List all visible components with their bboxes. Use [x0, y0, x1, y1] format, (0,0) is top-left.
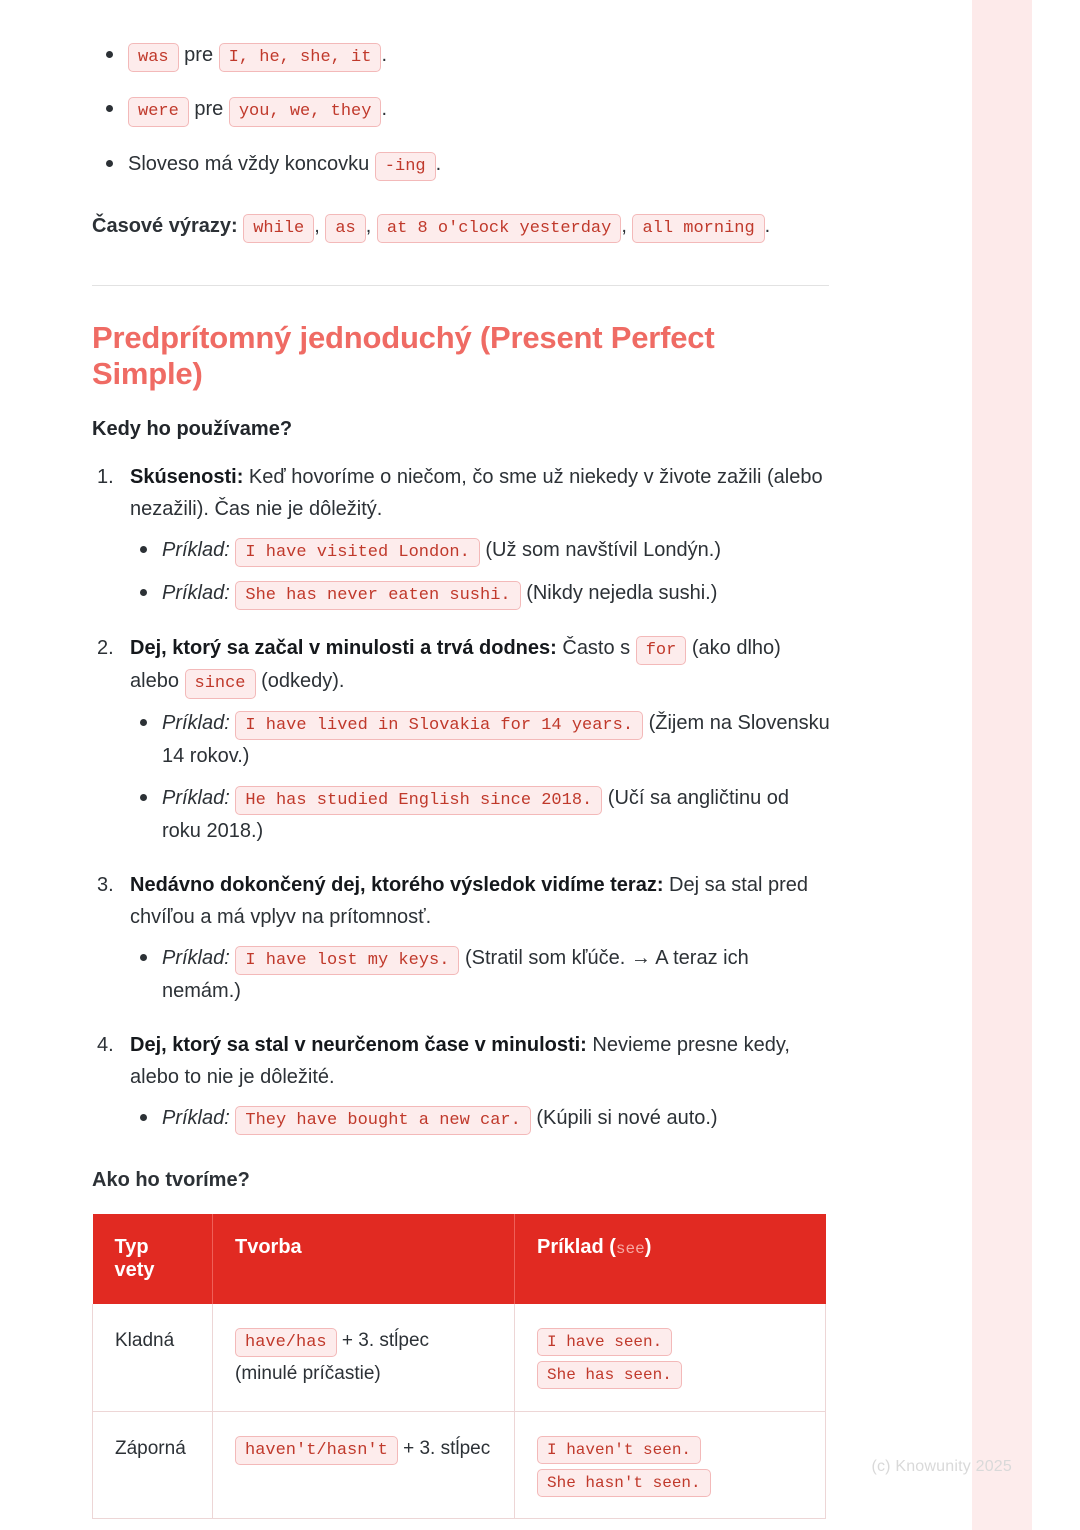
- watermark: (c) Knowunity 2025: [871, 1458, 1012, 1475]
- time-expressions-label: Časové výrazy:: [92, 214, 238, 237]
- code-chip-at-8-oclock: at 8 o'clock yesterday: [377, 214, 621, 243]
- table-row: [93, 1304, 826, 1411]
- code-chip-example: I have lost my keys.: [235, 946, 459, 975]
- cell-sentence-type: Záporná: [93, 1411, 213, 1519]
- comma-2: ,: [365, 214, 372, 237]
- code-chip-pronouns-plural: you, we, they: [229, 97, 382, 126]
- cell-examples: [515, 1411, 826, 1519]
- example-label: Príklad:: [162, 538, 230, 561]
- usage-title: Skúsenosti:: [130, 465, 244, 488]
- code-chip-was: was: [128, 43, 179, 72]
- example-label: Príklad:: [162, 1106, 230, 1129]
- cell-examples: [515, 1304, 826, 1411]
- cell-formation: [213, 1411, 515, 1519]
- usage-text: Keď hovoríme o niečom, čo sme už niekedy v živote zažili (alebo nezažili). Čas nie je dôležitý.: [130, 465, 823, 521]
- code-chip-since: since: [185, 669, 256, 698]
- list-item: [92, 869, 832, 1007]
- formation-text: + 3. stĺpec (minulé príčastie): [235, 1330, 430, 1385]
- column-header-example-suffix: ): [644, 1236, 652, 1259]
- example-translation: (Kúpili si nové auto.): [536, 1106, 718, 1129]
- example-translation: (Učí sa angličtinu od roku 2018.): [162, 786, 789, 843]
- code-chip-all-morning: all morning: [632, 214, 764, 243]
- code-chip-were: were: [128, 97, 189, 126]
- list-item: [92, 632, 832, 847]
- usage-title: Dej, ktorý sa začal v minulosti a trvá dodnes:: [130, 637, 557, 660]
- example-label: Príklad:: [162, 711, 230, 734]
- code-chip-example: He has studied English since 2018.: [235, 786, 602, 815]
- code-chip-example: I have lived in Slovakia for 14 years.: [235, 711, 643, 740]
- example-label: Príklad:: [162, 946, 230, 969]
- code-chip-as: as: [325, 214, 365, 243]
- code-chip-example: I have visited London.: [235, 538, 479, 567]
- formation-table: [92, 1214, 826, 1519]
- comma-3: ,: [621, 214, 627, 237]
- column-header-formation: Tvorba: [213, 1214, 515, 1304]
- code-chip-while: while: [243, 214, 314, 243]
- rule-connector: pre: [184, 44, 214, 66]
- time-expressions-line: [92, 207, 832, 245]
- list-item: [130, 782, 832, 847]
- example-translation: (Žijem na Slovensku 14 rokov.): [162, 711, 830, 767]
- usage-text: Dej sa stal pred chvíľou a má vplyv na prítomnosť.: [130, 874, 809, 929]
- document-content: [92, 40, 832, 1519]
- list-item: [130, 1102, 832, 1135]
- how-heading: Ako ho tvoríme?: [92, 1169, 250, 1192]
- column-header-example: [515, 1214, 826, 1304]
- example-list: [130, 1102, 832, 1135]
- example-translation: (Stratil som kľúče. → A teraz ich nemám.): [162, 946, 749, 1003]
- example-translation: (Nikdy nejedla sushi.): [526, 581, 718, 604]
- verb-ending-text: Sloveso má vždy koncovku: [128, 152, 370, 175]
- example-list: [130, 534, 832, 611]
- example-translation: (Už som navštívil Londýn.): [485, 538, 722, 561]
- code-chip-havent-hasnt: haven't/hasn't: [235, 1436, 398, 1465]
- code-chip-example: She hasn't seen.: [537, 1469, 711, 1497]
- example-label: Príklad:: [162, 581, 230, 604]
- time-period: .: [764, 214, 771, 237]
- list-item: [130, 707, 832, 772]
- example-list: [130, 707, 832, 848]
- list-item: [92, 1029, 832, 1135]
- list-item: [92, 149, 832, 181]
- section-divider: [92, 285, 829, 286]
- example-label: Príklad:: [162, 786, 230, 809]
- usage-title: Nedávno dokončený dej, ktorého výsledok vidíme teraz:: [130, 874, 664, 897]
- code-chip-pronouns-singular: I, he, she, it: [219, 43, 382, 72]
- when-heading: Kedy ho používame?: [92, 417, 293, 440]
- cell-formation: [213, 1304, 515, 1411]
- code-chip-example: They have bought a new car.: [235, 1106, 530, 1135]
- code-chip-have-has: have/has: [235, 1328, 337, 1357]
- list-item: [130, 534, 832, 567]
- table-row: [93, 1411, 826, 1519]
- page-title: Predprítomný jednoduchý (Present Perfect Simple): [92, 319, 715, 391]
- list-item: [92, 40, 832, 72]
- usage-text: Často s: [556, 637, 636, 660]
- table-header-row: [93, 1214, 826, 1304]
- code-chip-see: see: [615, 1240, 645, 1259]
- verb-ending-period: .: [435, 152, 442, 175]
- example-list: [130, 942, 832, 1007]
- usage-text: Nevieme presne kedy, alebo to nie je dôležité.: [130, 1034, 790, 1089]
- code-chip-example: She has never eaten sushi.: [235, 581, 520, 610]
- code-chip-example: She has seen.: [537, 1361, 682, 1389]
- rule-period: .: [381, 44, 388, 66]
- usage-text-3: (odkedy).: [255, 670, 345, 693]
- code-chip-ing: -ing: [375, 152, 436, 181]
- list-item: [92, 94, 832, 126]
- list-item: [130, 577, 832, 610]
- cell-sentence-type: Kladná: [93, 1304, 213, 1411]
- usage-list: [92, 461, 832, 1135]
- code-chip-example: I have seen.: [537, 1328, 672, 1356]
- usage-title: Dej, ktorý sa stal v neurčenom čase v minulosti:: [130, 1034, 587, 1057]
- list-item: [92, 461, 832, 610]
- column-header-type: Typ vety: [93, 1214, 213, 1304]
- rule-connector: pre: [194, 98, 224, 121]
- rule-period: .: [381, 98, 388, 121]
- comma-1: ,: [314, 214, 320, 237]
- code-chip-example: I haven't seen.: [537, 1436, 701, 1464]
- usage-text-2: (ako dlho) alebo: [130, 637, 781, 693]
- code-chip-for: for: [636, 636, 687, 665]
- past-continuous-rules-list: [92, 40, 832, 181]
- column-header-example-prefix: Príklad (: [537, 1236, 616, 1259]
- formation-text: + 3. stĺpec: [397, 1437, 491, 1459]
- list-item: [130, 942, 832, 1007]
